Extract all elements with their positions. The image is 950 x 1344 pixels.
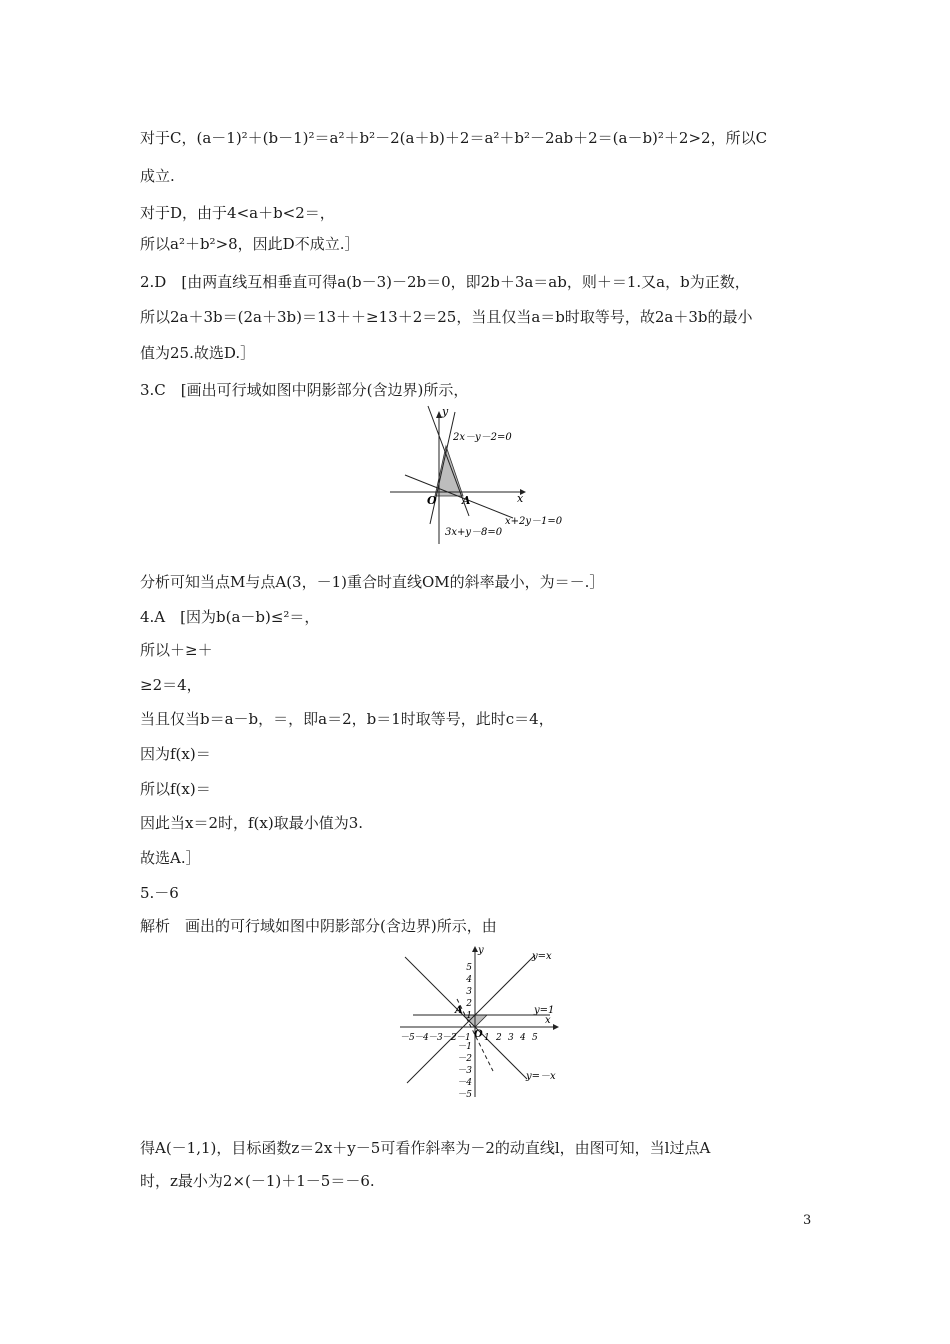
- line-label-2x-y-2: 2x－y－2=0: [453, 432, 512, 443]
- x-axis-label: x: [517, 492, 524, 505]
- y-tick-label: 3: [466, 987, 472, 997]
- line-label-y-neg-x: y=－x: [526, 1071, 556, 1082]
- y-tick-label: 5: [466, 963, 472, 973]
- x-tick-label: 5: [532, 1033, 538, 1043]
- y-tick-label: 2: [466, 999, 472, 1009]
- x-tick-label: －2: [442, 1033, 457, 1043]
- x-tick-label: －1: [456, 1033, 471, 1043]
- text-line: 所以a²＋b²>8，因此D不成立.］: [140, 235, 360, 253]
- feasible-region-figure-1: [385, 404, 575, 549]
- text-line: 3.C [画出可行域如图中阴影部分(含边界)所示，: [140, 381, 469, 399]
- text-line: 5.－6: [140, 884, 179, 902]
- text-line: 分析可知当点M与点A(3，－1)重合时直线OM的斜率最小，为＝－.］: [140, 573, 605, 591]
- x-tick-label: 4: [520, 1033, 526, 1043]
- origin-label: O: [474, 1029, 483, 1040]
- text-line: 值为25.故选D.］: [140, 344, 256, 362]
- x-tick-label: 1: [484, 1033, 490, 1043]
- point-a-label: A: [455, 1005, 463, 1016]
- x-axis-arrow: [553, 1024, 559, 1030]
- text-line: 所以2a＋3b＝(2a＋3b)＝13＋＋≥13＋2＝25，当且仅当a＝b时取等号，故2a＋3b的最小: [140, 308, 753, 326]
- text-line: 故选A.］: [140, 849, 201, 867]
- y-tick-label: －1: [457, 1042, 472, 1052]
- text-line: 4.A [因为b(a－b)≤²＝，: [140, 608, 320, 626]
- line-label-x-2y-1: x+2y－1=0: [505, 516, 563, 527]
- x-tick-label: 2: [496, 1033, 502, 1043]
- line-label-y-x: y=x: [532, 951, 552, 962]
- text-line: 成立.: [140, 167, 175, 185]
- y-tick-label: －5: [457, 1090, 472, 1100]
- y-axis-label: y: [442, 405, 449, 418]
- feasible-region-figure-2: [395, 943, 565, 1101]
- y-tick-label: 4: [466, 975, 472, 985]
- text-line: 因此当x＝2时，f(x)取最小值为3.: [140, 814, 364, 832]
- page-number: 3: [803, 1213, 812, 1228]
- x-tick-label: 3: [508, 1033, 514, 1043]
- text-line: 所以f(x)＝: [140, 780, 211, 798]
- origin-label: O: [427, 494, 437, 507]
- x-axis-label: x: [545, 1015, 551, 1026]
- text-line: 因为f(x)＝: [140, 745, 211, 763]
- y-tick-label: 1: [466, 1011, 472, 1021]
- line-label-y-1: y=1: [534, 1005, 555, 1016]
- text-line: 所以＋≥＋: [140, 641, 213, 659]
- text-line: 时，z最小为2×(－1)＋1－5＝－6.: [140, 1172, 375, 1190]
- x-tick-label: －4: [414, 1033, 429, 1043]
- text-line: 得A(－1,1)，目标函数z＝2x＋y－5可看作斜率为－2的动直线l，由图可知，当l过点A: [140, 1139, 711, 1157]
- text-line: 对于C，(a－1)²＋(b－1)²＝a²＋b²－2(a＋b)＋2＝a²＋b²－2ab＋2＝(a－b)²＋2>2，所以C: [140, 129, 768, 147]
- y-tick-label: －2: [457, 1054, 472, 1064]
- text-line: 对于D，由于4<a＋b<2＝，: [140, 204, 335, 222]
- text-line: 当且仅当b＝a－b，＝，即a＝2，b＝1时取等号，此时c＝4，: [140, 710, 554, 728]
- y-axis-label: y: [478, 945, 484, 956]
- text-line: ≥2＝4，: [140, 676, 202, 694]
- x-tick-label: －5: [400, 1033, 415, 1043]
- y-tick-label: －4: [457, 1078, 472, 1088]
- y-tick-labels: [457, 963, 472, 1100]
- text-line: 2.D [由两直线互相垂直可得a(b－3)－2b＝0，即2b＋3a＝ab，则＋＝1.又a，b为正数，: [140, 273, 750, 291]
- line-x-2y-1: [405, 475, 513, 518]
- x-tick-label: －3: [428, 1033, 443, 1043]
- y-tick-label: －3: [457, 1066, 472, 1076]
- line-label-3x-y-8: 3x+y－8=0: [445, 527, 503, 538]
- point-a-label: A: [462, 494, 471, 507]
- text-line: 解析 画出的可行域如图中阴影部分(含边界)所示，由: [140, 917, 497, 935]
